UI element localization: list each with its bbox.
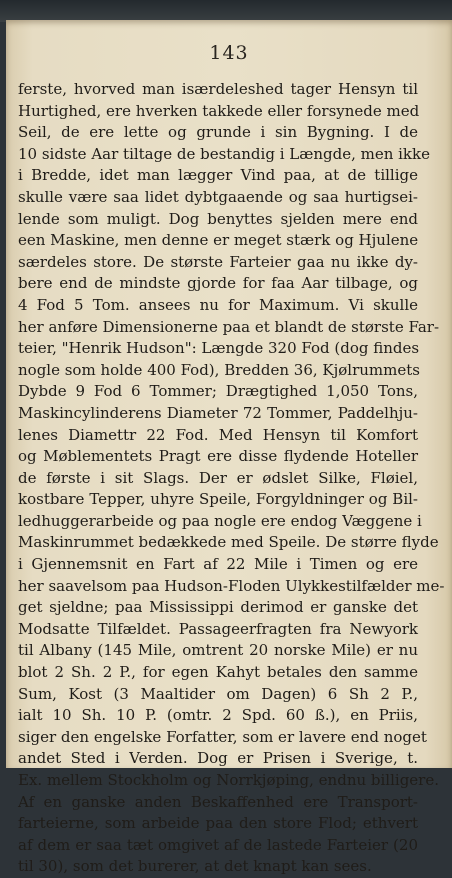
text-line: i Gjennemsnit en Fart af 22 Mile i Timen og ere — [18, 555, 418, 574]
text-line: lenes Diamettr 22 Fod. Med Hensyn til Komfort — [18, 425, 418, 444]
text-line: særdeles store. De største Farteier gaa nu ikke dy- — [18, 252, 418, 271]
text-line: Sum, Kost (3 Maaltider om Dagen) 6 Sh 2 P., — [18, 684, 418, 703]
text-line: skulle være saa lidet dybtgaaende og saa hurtigsei- — [18, 187, 418, 206]
text-line: Dybde 9 Fod 6 Tommer; Drægtighed 1,050 Tons, — [18, 382, 418, 401]
text-line: ferste, hvorved man isærdeleshed tager Hensyn til — [18, 80, 418, 98]
text-line: Modsatte Tilfældet. Passageerfragten fra Newyork — [18, 619, 418, 638]
book-page — [6, 20, 452, 876]
text-line: Ex. mellem Stockholm og Norrkjøping, endnu billigere. — [18, 771, 439, 789]
text-line: i Bredde, idet man lægger Vind paa, at de tillige — [18, 166, 418, 185]
text-line: Maskincylinderens Diameter 72 Tommer, Paddelhju- — [18, 403, 418, 422]
text-line: og Møblementets Pragt ere disse flydende Hoteller — [18, 447, 418, 466]
text-line: Hurtighed, ere hverken takkede eller forsynede med — [18, 101, 420, 120]
text-line: teier, "Henrik Hudson": Længde 320 Fod (dog findes — [18, 339, 420, 358]
text-line: ialt 10 Sh. 10 P. (omtr. 2 Spd. 60 ß.), en Priis, — [18, 706, 418, 725]
text-line: Af en ganske anden Beskaffenhed ere Transport- — [18, 792, 418, 811]
text-line: til Albany (145 Mile, omtrent 20 norske Mile) er nu — [18, 641, 418, 660]
text-line: de første i sit Slags. Der er ødslet Silke, Fløiel, — [18, 468, 418, 487]
body-text — [18, 79, 445, 878]
text-line: til 30), som det burerer, at det knapt kan sees. — [18, 857, 372, 876]
text-line: siger den engelske Forfatter, som er lavere end noget — [18, 727, 427, 746]
text-line: Maskinrummet bedækkede med Speile. De større flyde — [18, 533, 439, 552]
text-line: blot 2 Sh. 2 P., for egen Kahyt betales den samme — [18, 663, 418, 682]
text-line: ledhuggerarbeide og paa nogle ere endog Væggene i — [18, 511, 422, 530]
text-line: af dem er saa tæt omgivet af de lastede Farteier (20 — [18, 835, 418, 854]
text-line: een Maskine, men denne er meget stærk og Hjulene — [18, 231, 419, 250]
text-line: kostbare Tepper, uhyre Speile, Forgyldninger og Bil- — [18, 490, 418, 509]
text-line: andet Sted i Verden. Dog er Prisen i Sverige, t. — [18, 749, 418, 768]
text-line: 4 Fod 5 Tom. ansees nu for Maximum. Vi skulle — [18, 295, 418, 314]
scan-background-edge — [0, 0, 452, 22]
text-line: lende som muligt. Dog benyttes sjelden mere end — [18, 209, 418, 228]
text-line: Seil, de ere lette og grunde i sin Bygning. I de — [18, 123, 418, 142]
text-line: her anføre Dimensionerne paa et blandt de største Far- — [18, 317, 440, 336]
text-line: farteierne, som arbeide paa den store Flod; ethvert — [18, 814, 418, 833]
text-line: nogle som holde 400 Fod), Bredden 36, Kjølrummets — [18, 360, 420, 379]
text-line: her saavelsom paa Hudson-Floden Ulykkestilfælder me- — [18, 576, 445, 595]
text-line: 10 sidste Aar tiltage de bestandig i Længde, men ikke — [18, 144, 430, 163]
text-line: bere end de mindste gjorde for faa Aar tilbage, og — [18, 274, 418, 293]
page-number: 143 — [209, 42, 249, 64]
text-line: get sjeldne; paa Mississippi derimod er ganske det — [18, 598, 418, 617]
